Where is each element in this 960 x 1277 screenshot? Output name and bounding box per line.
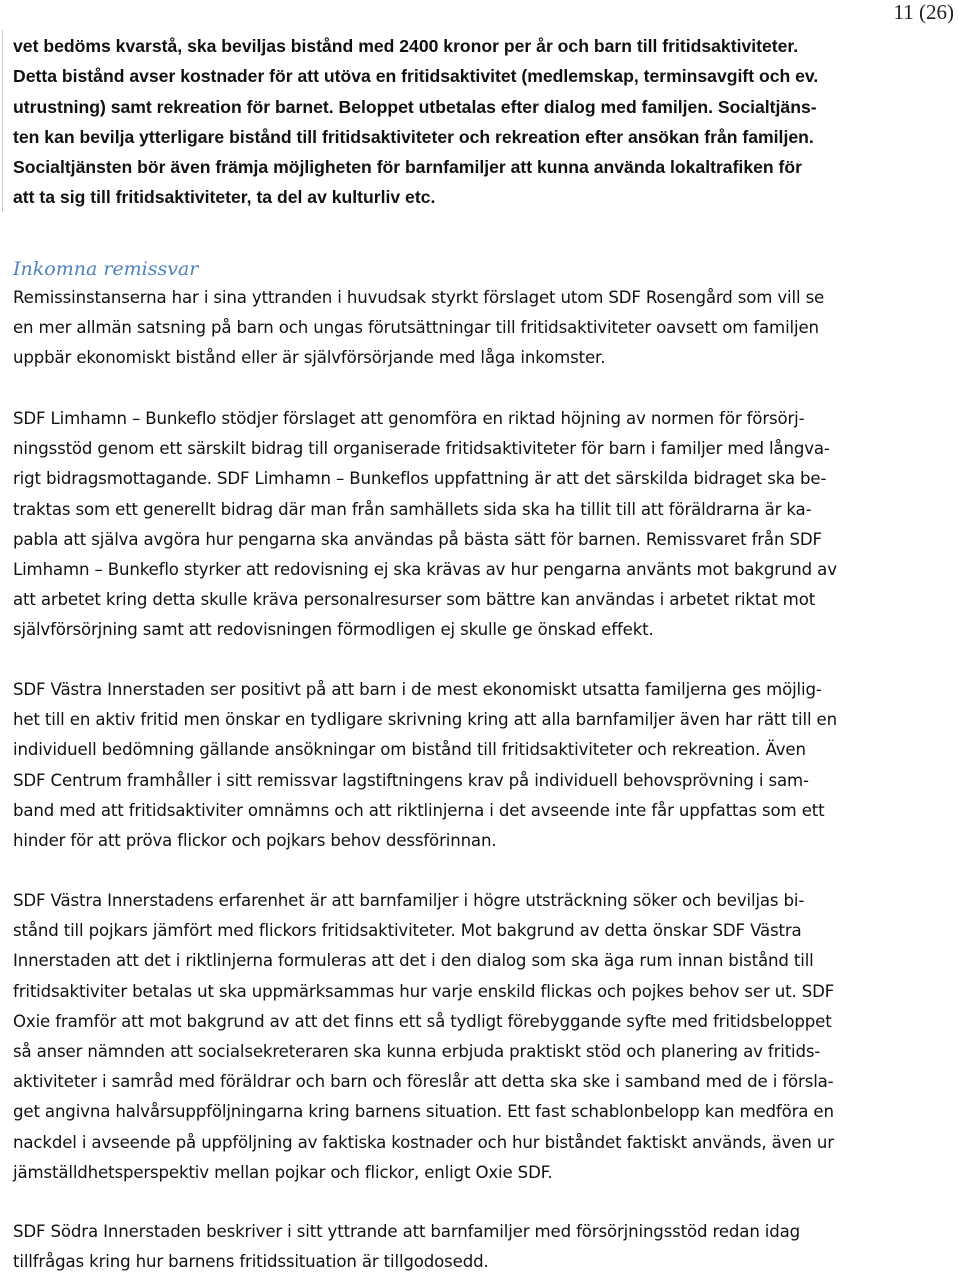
intro-block: [13, 31, 913, 213]
paragraph-line: rigt bidragsmottagande. SDF Limhamn – Bunkeflos uppfattning är att det särskilda bidraget ska be-: [13, 469, 827, 489]
section-heading: Inkomna remissvar: [13, 258, 199, 280]
page-number: 11 (26): [893, 0, 954, 24]
paragraph-line: SDF Limhamn – Bunkeflo stödjer förslaget att genomföra en riktad höjning av normen för försörj-: [13, 409, 805, 428]
paragraph-line: band med att fritidsaktiviter omnämns och att riktlinjerna i det avseende inte får uppfattas som ett: [13, 800, 825, 820]
paragraph-line: att arbetet kring detta skulle kräva personalresurser som bättre kan användas i arbetet riktat mot: [13, 590, 816, 610]
paragraph-line: nackdel i avseende på uppföljning av faktiska kostnader och hur biståndet faktiskt används, även ur: [13, 1132, 834, 1152]
paragraph-line: traktas som ett generellt bidrag där man från samhällets sida ska ha tillit till att föräldrarna är ka-: [13, 499, 812, 519]
paragraph-vastra-innerstaden-oxie: [13, 886, 958, 1188]
intro-line: utrustning) samt rekreation för barnet. Beloppet utbetalas efter dialog med familjen. Socialtjäns-: [13, 96, 817, 117]
paragraph-line: jämställdhetsperspektiv mellan pojkar och flickor, enligt Oxie SDF.: [13, 1162, 553, 1182]
intro-line: vet bedöms kvarstå, ska beviljas bistånd med 2400 kronor per år och barn till fritidsaktiviteter.: [13, 36, 799, 56]
paragraph-line: fritidsaktiviter betalas ut ska uppmärksammas hur varje enskild flickas och pojkes behov ser ut. SDF: [13, 981, 835, 1001]
paragraph-remissinstanserna: [13, 283, 958, 374]
paragraph-line: pabla att själva avgöra hur pengarna ska användas på bästa sätt för barnen. Remissvaret från SDF: [13, 529, 822, 549]
paragraph-limhamn-bunkeflo: [13, 404, 958, 646]
paragraph-line: Limhamn – Bunkeflo styrker att redovisning ej ska krävas av hur pengarna använts mot bakgrund av: [13, 559, 837, 579]
paragraph-line: individuell bedömning gällande ansökningar om bistånd till fritidsaktiviteter och rekreation. Även: [13, 740, 806, 760]
paragraph-line: Remissinstanserna har i sina yttranden i huvudsak styrkt förslaget utom SDF Rosengård som vill se: [13, 288, 825, 307]
paragraph-vastra-innerstaden: [13, 675, 958, 856]
intro-line: att ta sig till fritidsaktiviteter, ta del av kulturliv etc.: [13, 187, 436, 208]
paragraph-line: ningsstöd genom ett särskilt bidrag till organiserade fritidsaktiviteter för barn i familjer med långva-: [13, 439, 830, 459]
paragraph-line: hinder för att pröva flickor och pojkars behov dessförinnan.: [13, 830, 497, 850]
paragraph-line: självförsörjning samt att redovisningen förmodligen ej skulle ge önskad effekt.: [13, 620, 654, 640]
paragraph-line: Oxie framför att mot bakgrund av att det finns ett så tydligt förebyggande syfte med fritidsbeloppet: [13, 1011, 832, 1031]
paragraph-line: så anser nämnden att socialsekreteraren ska kunna erbjuda praktiskt stöd och planering av fritids-: [13, 1041, 821, 1061]
paragraph-line: uppbär ekonomiskt bistånd eller är självförsörjande med låga inkomster.: [13, 348, 606, 368]
paragraph-line: SDF Södra Innerstaden beskriver i sitt yttrande att barnfamiljer med försörjningsstöd redan idag: [13, 1222, 801, 1241]
paragraph-line: en mer allmän satsning på barn och ungas förutsättningar till fritidsaktiviteter oavsett om familjen: [13, 318, 819, 338]
paragraph-line: get angivna halvårsuppföljningarna kring barnens situation. Ett fast schablonbelopp kan medföra en: [13, 1102, 834, 1122]
paragraph-line: SDF Västra Innerstaden ser positivt på att barn i de mest ekonomiskt utsatta familjerna ges möjlig-: [13, 680, 822, 699]
paragraph-line: tillfrågas kring hur barnens fritidssituation är tillgodosedd.: [13, 1252, 489, 1272]
paragraph-line: stånd till pojkars jämfört med flickors fritidsaktiviteter. Mot bakgrund av detta önskar SDF Västra: [13, 921, 802, 941]
intro-line: Detta bistånd avser kostnader för att utöva en fritidsaktivitet (medlemskap, terminsavgift och ev.: [13, 66, 819, 87]
paragraph-line: SDF Västra Innerstadens erfarenhet är att barnfamiljer i högre utsträckning söker och beviljas bi-: [13, 891, 805, 910]
paragraph-line: SDF Centrum framhåller i sitt remissvar lagstiftningens krav på individuell behovsprövning i sam-: [13, 770, 809, 790]
paragraph-line: aktiviteter i samråd med föräldrar och barn och föreslår att detta ska ske i samband med de i försla-: [13, 1072, 834, 1092]
margin-rule: [2, 30, 3, 212]
intro-line: ten kan bevilja ytterligare bistånd till fritidsaktiviteter och rekreation efter ansökan från familjen.: [13, 126, 814, 147]
paragraph-line: Innerstaden att det i riktlinjerna formuleras att det i den dialog som ska äga rum innan bistånd till: [13, 951, 814, 971]
paragraph-sodra-innerstaden: [13, 1217, 958, 1277]
intro-line: Socialtjänsten bör även främja möjligheten för barnfamiljer att kunna använda lokaltrafiken för: [13, 157, 802, 178]
paragraph-line: het till en aktiv fritid men önskar en tydligare skrivning kring att alla barnfamiljer även har rätt till en: [13, 710, 837, 730]
